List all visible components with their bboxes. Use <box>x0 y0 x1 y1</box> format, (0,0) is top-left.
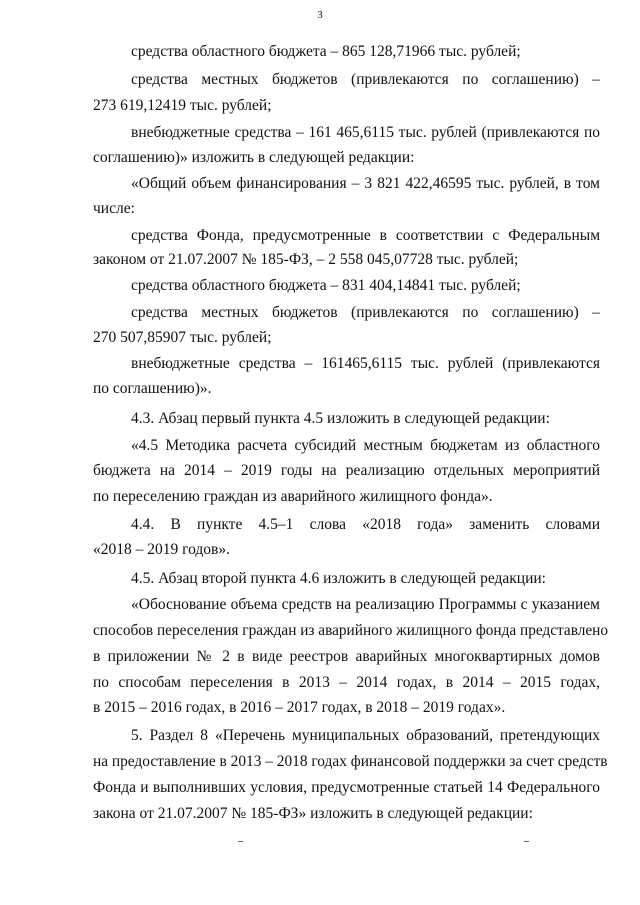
text-line: «Общий объем финансирования – 3 821 422,46595 тыс. рублей, в том <box>131 175 600 192</box>
text-line: по способам переселения в 2013 – 2014 годах, в 2014 – 2015 годах, <box>93 674 600 691</box>
text-line: «4.5 Методика расчета субсидий местным бюджетам из областного <box>131 437 600 454</box>
text-line: 4.3. Абзац первый пункта 4.5 изложить в следующей редакции: <box>131 410 550 427</box>
text-line: 270 507,85907 тыс. рублей; <box>93 329 272 346</box>
text-line: законом от 21.07.2007 № 185-ФЗ, – 2 558 045,07728 тыс. рублей; <box>93 251 519 268</box>
text-line: бюджета на 2014 – 2019 годы на реализацию отдельных мероприятий <box>93 462 600 479</box>
text-line: средства областного бюджета – 831 404,14841 тыс. рублей; <box>131 277 521 294</box>
text-line: в приложении № 2 в виде реестров аварийных многоквартирных домов <box>93 648 600 665</box>
text-line: средства местных бюджетов (привлекаются по соглашению) – <box>131 71 600 88</box>
text-line: на предоставление в 2013 – 2018 годах финансовой поддержки за счет средств <box>93 753 608 770</box>
text-line: внебюджетные средства – 161465,6115 тыс. рублей (привлекаются <box>131 355 600 372</box>
scan-mark <box>524 841 529 842</box>
text-line: 273 619,12419 тыс. рублей; <box>93 97 272 114</box>
text-line: средства Фонда, предусмотренные в соответствии с Федеральным <box>131 227 600 244</box>
scan-mark <box>238 841 243 842</box>
text-line: соглашению)» изложить в следующей редакции: <box>93 149 415 166</box>
text-line: внебюджетные средства – 161 465,6115 тыс. рублей (привлекаются по <box>131 124 600 141</box>
text-line: 5. Раздел 8 «Перечень муниципальных образований, претендующих <box>131 727 600 744</box>
text-line: по переселению граждан из аварийного жилищного фонда». <box>93 488 493 505</box>
text-line: 4.5. Абзац второй пункта 4.6 изложить в следующей редакции: <box>131 570 546 587</box>
text-line: в 2015 – 2016 годах, в 2016 – 2017 годах, в 2018 – 2019 годах». <box>93 699 506 716</box>
text-line: средства местных бюджетов (привлекаются по соглашению) – <box>131 304 600 321</box>
text-line: Фонда и выполнивших условия, предусмотренные статьей 14 Федерального <box>93 779 600 796</box>
text-line: «Обоснование объема средств на реализацию Программы с указанием <box>131 596 600 613</box>
text-line: числе: <box>93 200 135 217</box>
text-line: по соглашению)». <box>93 380 212 397</box>
text-line: 4.4. В пункте 4.5–1 слова «2018 года» заменить словами <box>131 516 600 533</box>
text-line: закона от 21.07.2007 № 185-ФЗ» изложить в следующей редакции: <box>93 805 533 822</box>
page-number: 3 <box>317 9 323 21</box>
text-line: средства областного бюджета – 865 128,71966 тыс. рублей; <box>131 43 521 60</box>
text-line: способов переселения граждан из аварийного жилищного фонда представлено <box>93 622 609 639</box>
text-line: «2018 – 2019 годов». <box>93 541 230 558</box>
